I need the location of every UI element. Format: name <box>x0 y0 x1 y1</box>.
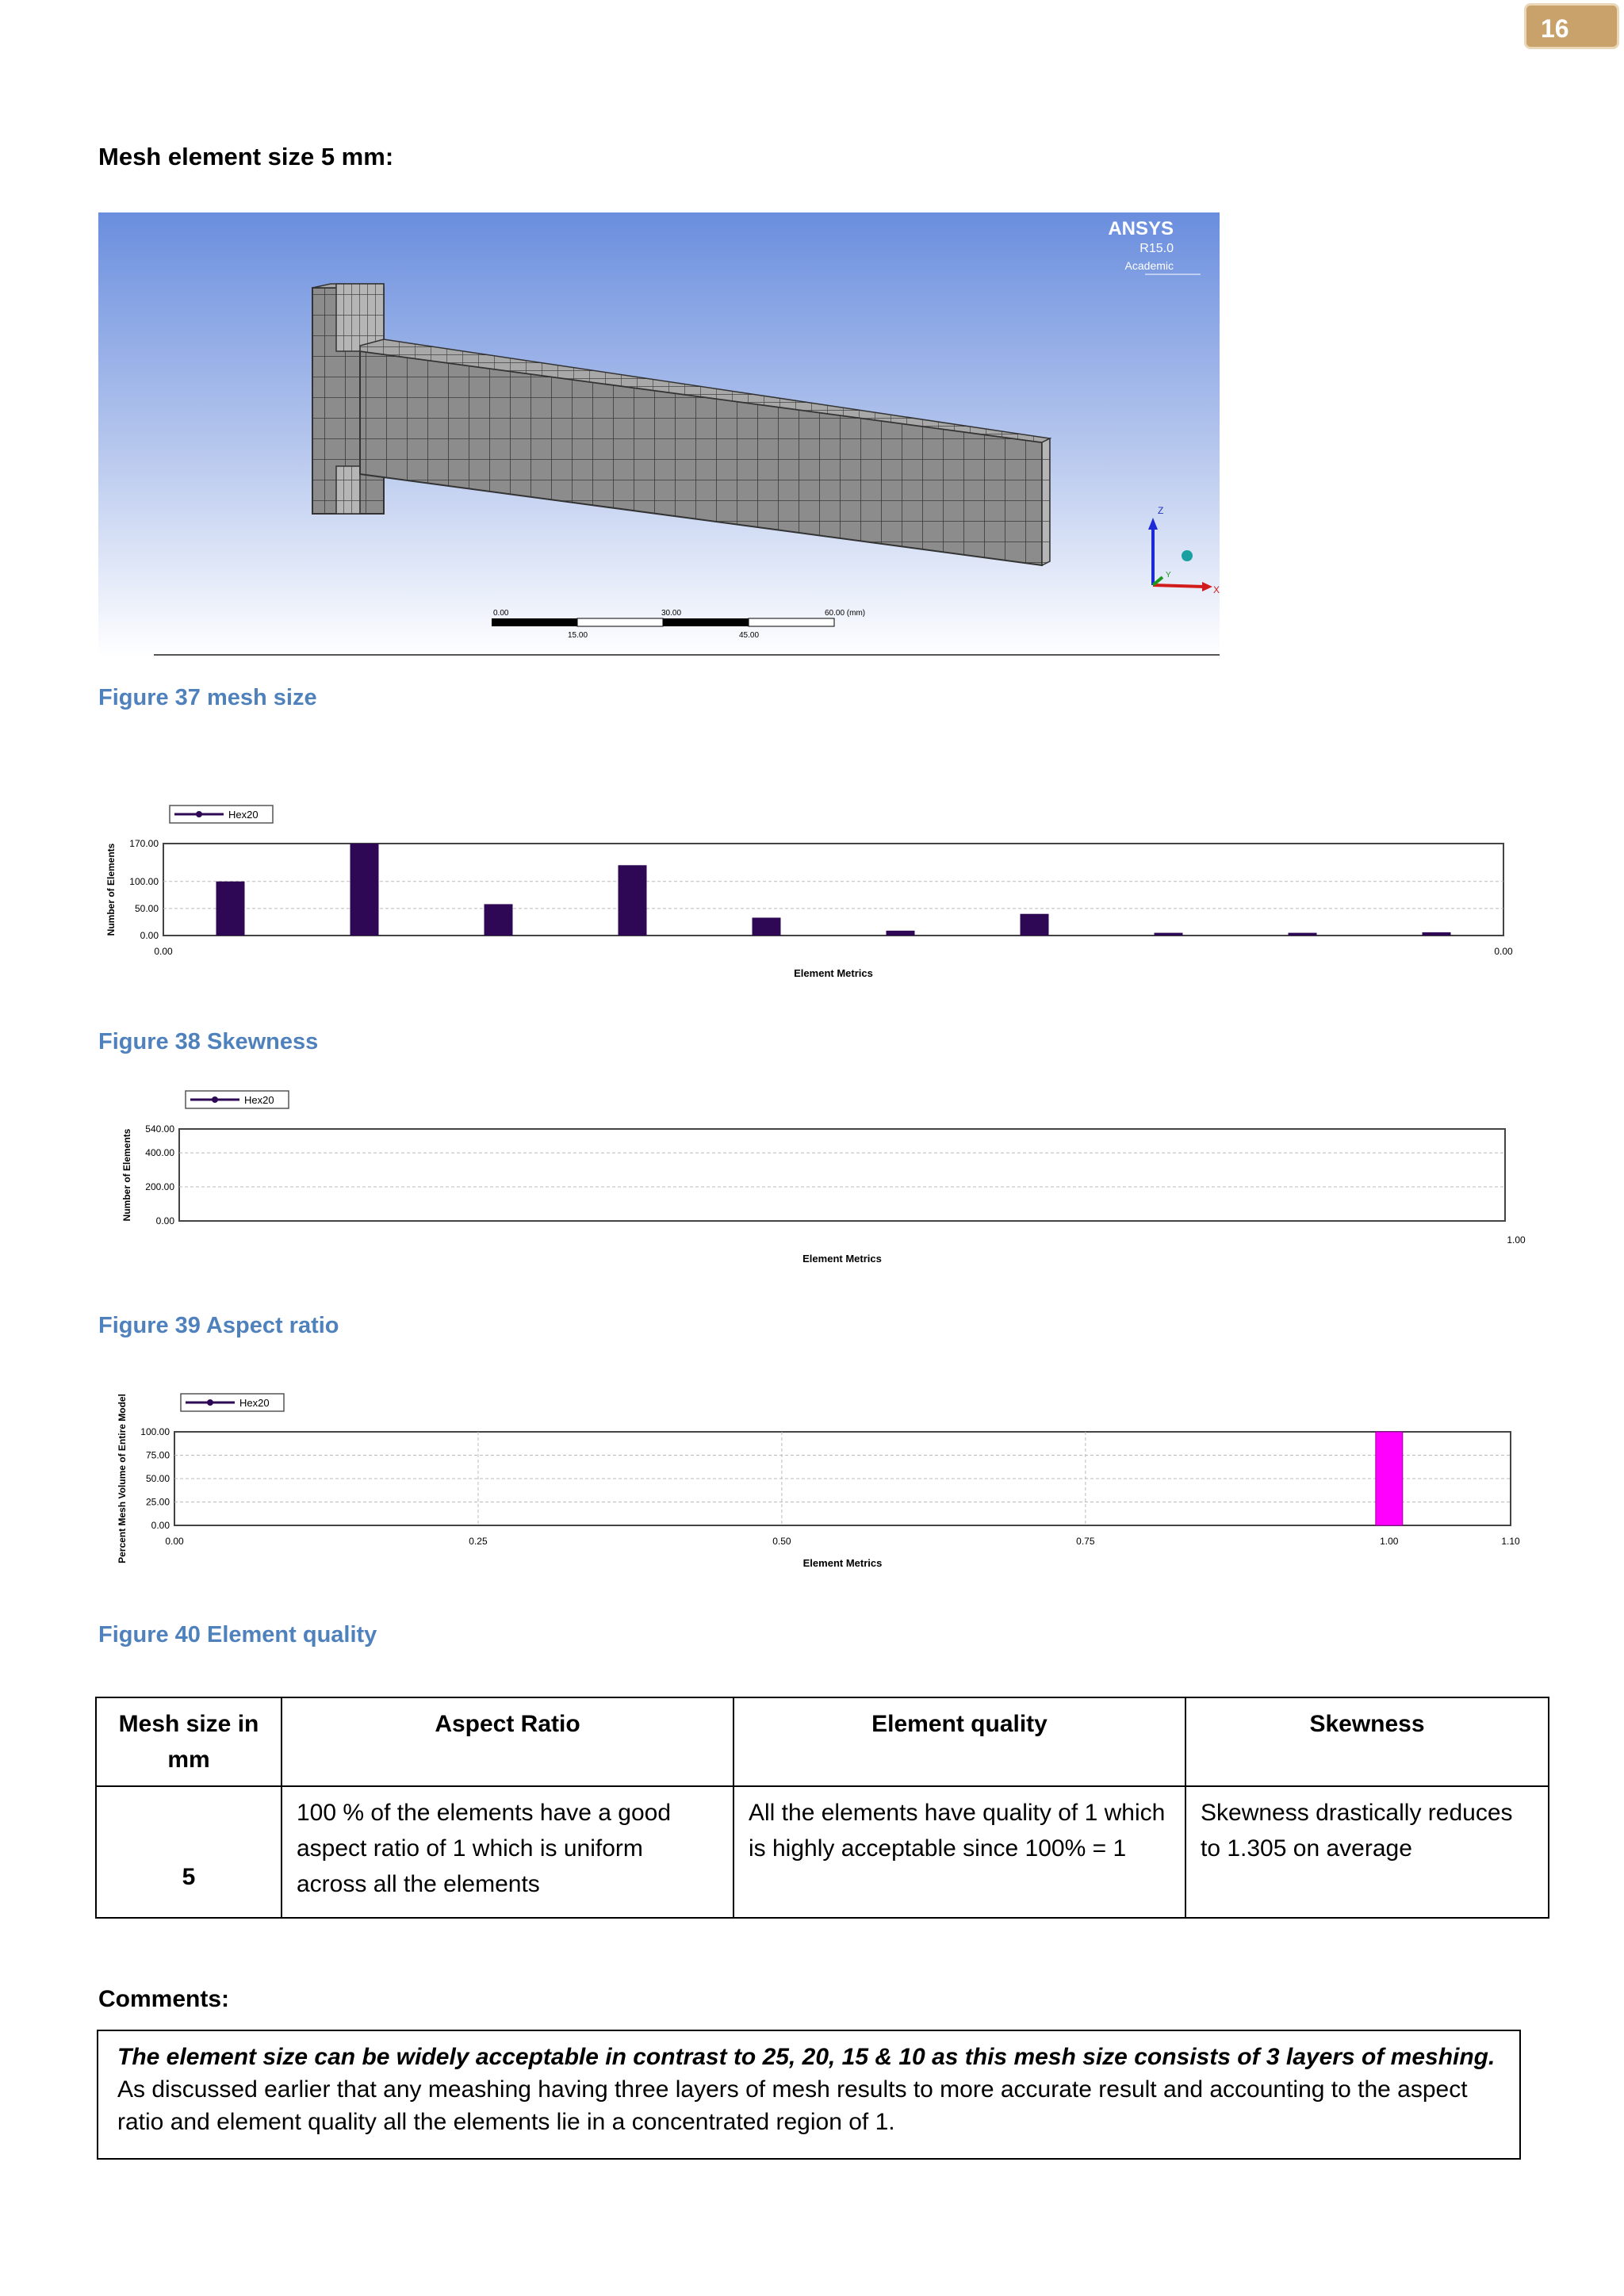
bar <box>1289 933 1317 936</box>
cell-skewness: Skewness drastically reduces to 1.305 on average <box>1185 1786 1549 1918</box>
y-axis-title: Percent Mesh Volume of Entire Model <box>117 1394 128 1563</box>
bar <box>753 917 781 936</box>
legend-marker <box>212 1096 218 1103</box>
aspect-ratio-chart-svg <box>95 1085 1538 1275</box>
ansys-version: R15.0 <box>1139 242 1174 255</box>
x-tick-label: 0.00 <box>1494 946 1513 957</box>
legend-label: Hex20 <box>239 1397 270 1409</box>
y-tick-label: 170.00 <box>129 838 159 849</box>
y-tick-label: 0.00 <box>140 930 159 941</box>
axis-z-label: Z <box>1158 505 1164 516</box>
element-quality-chart <box>95 1360 1538 1598</box>
x-tick-label: 0.75 <box>1076 1536 1095 1547</box>
bar <box>216 882 245 936</box>
bar <box>887 931 915 936</box>
plot-area <box>179 1129 1505 1221</box>
x-tick-label: 0.00 <box>165 1536 184 1547</box>
y-tick-label: 200.00 <box>145 1181 174 1193</box>
figure-37-caption: Figure 37 mesh size <box>98 685 317 710</box>
y-tick-label: 540.00 <box>145 1123 174 1135</box>
aspect-ratio-chart <box>95 1085 1538 1275</box>
scale-label-30: 30.00 <box>661 609 682 618</box>
legend-marker <box>196 811 202 817</box>
bar <box>1423 932 1451 936</box>
x-tick-label: 0.50 <box>772 1536 791 1547</box>
x-tick-label: 1.00 <box>1380 1536 1399 1547</box>
y-tick-label: 400.00 <box>145 1147 174 1159</box>
ansys-brand: ANSYS <box>1108 218 1174 239</box>
mesh-summary-table <box>95 1697 1549 1919</box>
table-header-row <box>96 1697 1549 1786</box>
axis-y-label: Y <box>1166 571 1171 580</box>
y-tick-label: 50.00 <box>145 1473 170 1484</box>
header-mesh-size: Mesh size in mm <box>96 1697 282 1786</box>
x-tick-label: 0.00 <box>154 946 173 957</box>
scale-label-60: 60.00 (mm) <box>825 609 866 618</box>
figure-38-caption: Figure 38 Skewness <box>98 1029 319 1054</box>
comment-emphasis: The element size can be widely acceptable in contrast to 25, 20, 15 & 10 as this mesh size consists of 3 layers of meshing. <box>117 2044 1496 2070</box>
ansys-edition: Academic <box>1124 259 1174 272</box>
mesh-image <box>98 212 1220 656</box>
legend-marker <box>207 1399 213 1406</box>
y-tick-label: 0.00 <box>155 1215 174 1226</box>
comments-label: Comments: <box>98 1986 230 2012</box>
element-quality-chart-svg <box>95 1360 1538 1598</box>
legend-label: Hex20 <box>244 1094 274 1106</box>
bar <box>1376 1432 1403 1525</box>
section-heading: Mesh element size 5 mm: <box>98 143 394 170</box>
y-tick-label: 50.00 <box>134 902 159 914</box>
y-axis-title: Number of Elements <box>105 843 117 936</box>
x-axis-title: Element Metrics <box>794 967 873 979</box>
header-element-quality: Element quality <box>733 1697 1185 1786</box>
page-number: 16 <box>1524 3 1619 49</box>
y-tick-label: 100.00 <box>140 1426 170 1437</box>
cell-mesh-size: 5 <box>96 1786 282 1918</box>
figure-39-caption: Figure 39 Aspect ratio <box>98 1313 339 1338</box>
x-tick-label: 1.10 <box>1501 1536 1520 1547</box>
bar <box>485 904 513 936</box>
cell-aspect-ratio: 100 % of the elements have a good aspect ratio of 1 which is uniform across all the elements <box>282 1786 733 1918</box>
table-row <box>96 1786 1549 1918</box>
skewness-chart <box>95 799 1538 989</box>
comment-box <box>97 2030 1521 2160</box>
figure-40-caption: Figure 40 Element quality <box>98 1622 377 1647</box>
y-tick-label: 100.00 <box>129 875 159 887</box>
y-axis-title: Number of Elements <box>121 1128 132 1222</box>
scale-label-15: 15.00 <box>568 631 588 640</box>
axis-x-label: X <box>1213 584 1220 595</box>
scale-label-45: 45.00 <box>739 631 760 640</box>
comment-text: As discussed earlier that any meashing having three layers of mesh results to more accurate result and accounting to the aspect ratio and element quality all the elements lie in a concentrated region of 1. <box>117 2076 1468 2135</box>
y-tick-label: 75.00 <box>145 1449 170 1461</box>
header-skewness: Skewness <box>1185 1697 1549 1786</box>
x-axis-title: Element Metrics <box>802 1253 882 1265</box>
bar <box>619 865 647 936</box>
bar <box>350 844 379 936</box>
x-axis-title: Element Metrics <box>802 1557 883 1569</box>
scale-label-0: 0.00 <box>493 609 509 618</box>
bar <box>1021 914 1049 936</box>
y-tick-label: 25.00 <box>145 1496 170 1508</box>
x-tick-label: 1.00 <box>1507 1234 1526 1246</box>
bar <box>1155 933 1183 936</box>
mesh-render <box>98 212 1220 656</box>
cell-element-quality: All the elements have quality of 1 which is highly acceptable since 100% = 1 <box>733 1786 1185 1918</box>
header-aspect-ratio: Aspect Ratio <box>282 1697 733 1786</box>
y-tick-label: 0.00 <box>151 1520 170 1531</box>
legend-label: Hex20 <box>228 809 259 821</box>
x-tick-label: 0.25 <box>469 1536 488 1547</box>
skewness-chart-svg <box>95 799 1538 989</box>
